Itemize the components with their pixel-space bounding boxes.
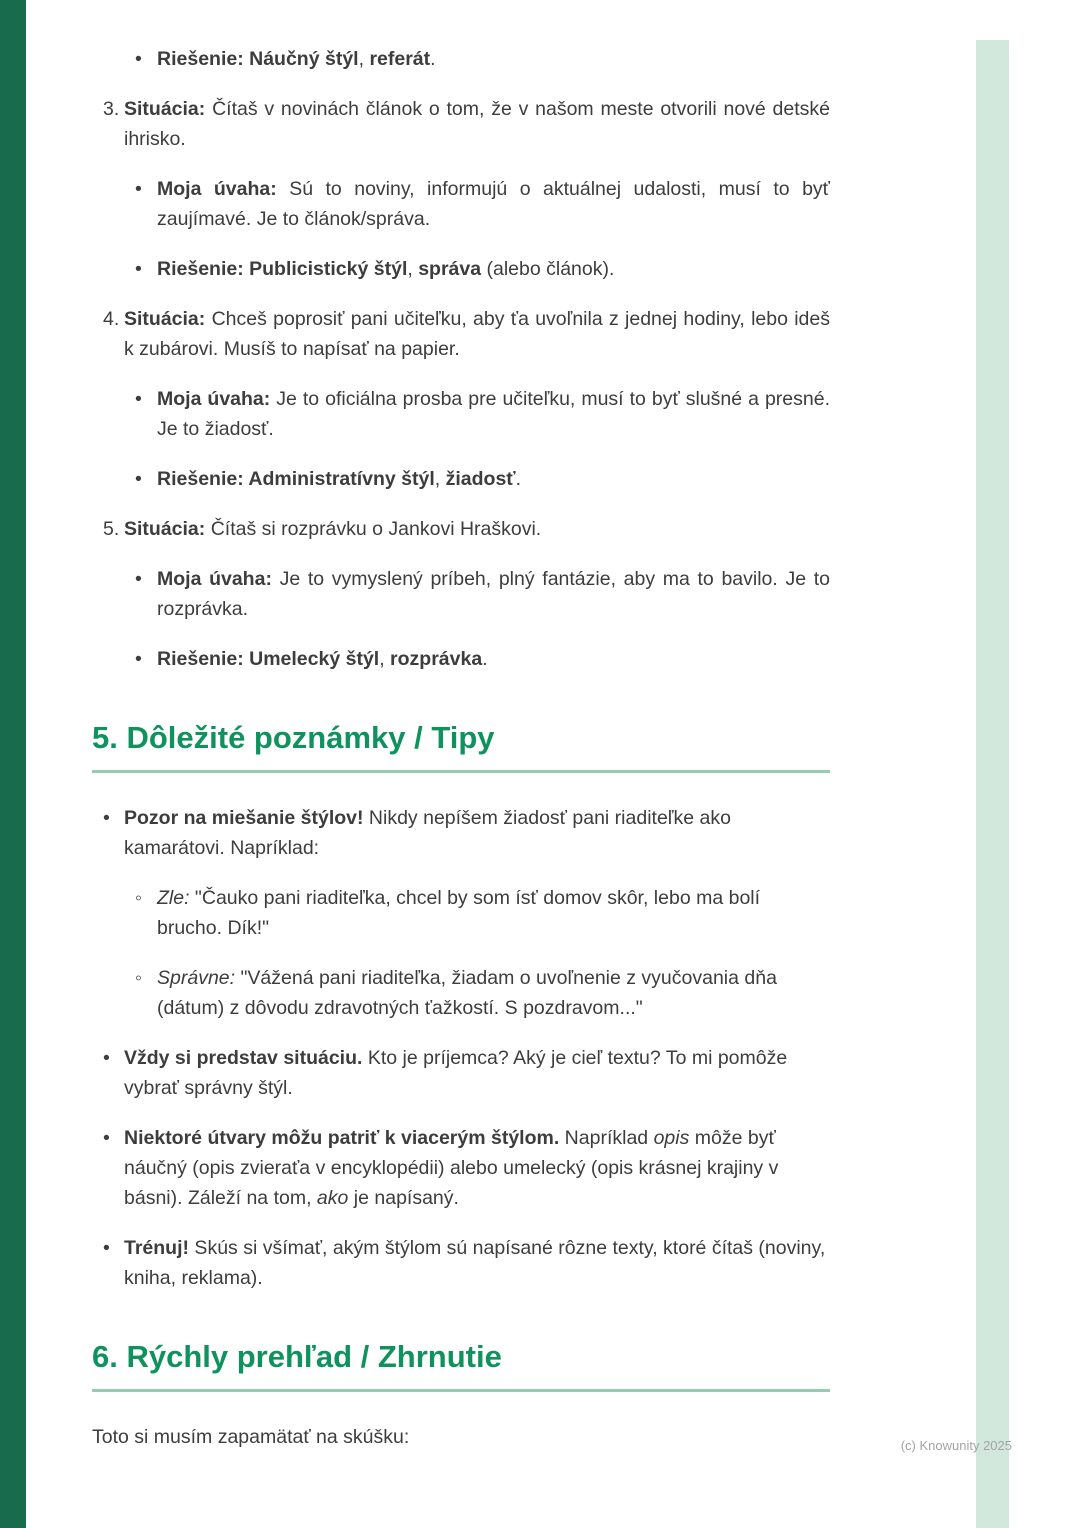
list-item-text <box>124 304 830 364</box>
text-segment: referát <box>369 48 431 70</box>
list-item <box>92 1123 830 1213</box>
bullet-marker: • <box>135 258 142 280</box>
text-segment: Nikdy nepíšem žiadosť pani riaditeľke ako kamarátovi. Napríklad: <box>124 807 731 859</box>
list-item <box>92 963 830 1023</box>
list-item-text <box>157 44 830 74</box>
numbered-item <box>92 514 830 544</box>
circle-bullet-marker: ◦ <box>135 887 142 909</box>
section-heading: 5. Dôležité poznámky / Tipy <box>92 720 495 755</box>
right-accent-strip <box>976 40 1009 1528</box>
list-item-text <box>157 883 830 943</box>
text-segment: Situácia: <box>124 308 206 330</box>
list-item-text <box>157 963 830 1023</box>
document-content <box>92 0 830 1452</box>
list-item-text <box>157 564 830 624</box>
number-marker: 5. <box>103 518 120 540</box>
list-item-text <box>157 174 830 234</box>
text-segment: Trénuj! <box>124 1237 190 1259</box>
text-segment: Pozor na miešanie štýlov! <box>124 807 364 829</box>
text-segment: Je to oficiálna prosba pre učiteľku, musí to byť slušné a presné. Je to žiadosť. <box>157 388 830 440</box>
circle-bullet-marker: ◦ <box>135 967 142 989</box>
text-segment: Moja úvaha: <box>157 388 271 410</box>
list-item-text <box>124 803 830 863</box>
numbered-item <box>92 94 830 154</box>
text-segment: Riešenie: Umelecký štýl <box>157 648 380 670</box>
bullet-marker: • <box>135 48 142 70</box>
text-segment: žiadosť <box>445 468 516 490</box>
list-item <box>92 464 830 494</box>
text-segment: Toto si musím zapamätať na skúšku: <box>92 1426 410 1448</box>
text-segment: Sú to noviny, informujú o aktuálnej udalosti, musí to byť zaujímavé. Je to článok/správa. <box>157 178 830 230</box>
copyright-notice: (c) Knowunity 2025 <box>900 1438 1012 1453</box>
bullet-marker: • <box>135 388 142 410</box>
text-segment: "Čauko pani riaditeľka, chcel by som ísť domov skôr, lebo ma bolí brucho. Dík!" <box>157 887 761 939</box>
bullet-marker: • <box>135 648 142 670</box>
text-segment: ako <box>316 1187 349 1209</box>
text-segment: Kto je príjemca? Aký je cieľ textu? To mi pomôže vybrať správny štýl. <box>124 1047 788 1099</box>
bullet-marker: • <box>103 807 110 829</box>
paragraph <box>92 1422 830 1452</box>
text-segment: Niektoré útvary môžu patriť k viacerým štýlom. <box>124 1127 560 1149</box>
text-segment: správa <box>418 258 482 280</box>
list-item <box>92 384 830 444</box>
text-segment: opis <box>653 1127 690 1149</box>
list-item-text <box>157 254 830 284</box>
number-marker: 4. <box>103 308 120 330</box>
text-segment: "Vážená pani riaditeľka, žiadam o uvoľnenie z vyučovania dňa (dátum) z dôvodu zdravotných ťažkostí. S pozdravom..." <box>157 967 777 1019</box>
list-item <box>92 564 830 624</box>
list-item-text <box>157 384 830 444</box>
bullet-marker: • <box>103 1047 110 1069</box>
text-segment: je napísaný. <box>348 1187 459 1209</box>
bullet-marker: • <box>103 1237 110 1259</box>
bullet-marker: • <box>135 178 142 200</box>
text-segment: Riešenie: Náučný štýl <box>157 48 359 70</box>
list-item <box>92 644 830 674</box>
heading-underline <box>92 770 830 773</box>
list-item <box>92 174 830 234</box>
list-item-text <box>124 514 830 544</box>
section-heading: 6. Rýchly prehľad / Zhrnutie <box>92 1339 502 1374</box>
text-segment: Zle: <box>157 887 190 909</box>
list-item <box>92 254 830 284</box>
text-segment: Situácia: <box>124 518 206 540</box>
bullet-marker: • <box>135 468 142 490</box>
text-segment: (alebo článok). <box>481 258 615 280</box>
bullet-marker: • <box>103 1127 110 1149</box>
list-item-text <box>124 94 830 154</box>
left-accent-bar <box>0 0 26 1528</box>
list-item-text <box>157 464 830 494</box>
text-segment: Čítaš si rozprávku o Jankovi Hraškovi. <box>205 518 542 540</box>
text-segment: Napríklad <box>559 1127 654 1149</box>
text-segment: Moja úvaha: <box>157 178 277 200</box>
text-segment: Je to vymyslený príbeh, plný fantázie, aby ma to bavilo. Je to rozprávka. <box>157 568 830 620</box>
list-item <box>92 44 830 74</box>
text-segment: Riešenie: Administratívny štýl <box>157 468 435 490</box>
text-segment: rozprávka <box>390 648 483 670</box>
number-marker: 3. <box>103 98 120 120</box>
text-segment: . <box>430 48 436 70</box>
text-segment: , <box>358 48 370 70</box>
list-item <box>92 883 830 943</box>
text-segment: , <box>434 468 446 490</box>
text-segment: . <box>482 648 488 670</box>
numbered-item <box>92 304 830 364</box>
text-segment: Situácia: <box>124 98 206 120</box>
text-segment: Vždy si predstav situáciu. <box>124 1047 363 1069</box>
text-segment: Správne: <box>157 967 236 989</box>
text-segment: Skús si všímať, akým štýlom sú napísané rôzne texty, ktoré čítaš (noviny, kniha, reklama). <box>124 1237 826 1289</box>
list-item <box>92 1043 830 1103</box>
text-segment: Moja úvaha: <box>157 568 272 590</box>
list-item-text <box>157 644 830 674</box>
heading-underline <box>92 1389 830 1392</box>
text-segment: , <box>407 258 419 280</box>
list-item-text <box>124 1043 830 1103</box>
text-segment: môže byť náučný (opis zvieraťa v encyklopédii) alebo umelecký (opis krásnej krajiny v básni). Záleží na tom, <box>124 1127 779 1209</box>
list-item-text <box>124 1233 830 1293</box>
bullet-marker: • <box>135 568 142 590</box>
list-item <box>92 1233 830 1293</box>
text-segment: Čítaš v novinách článok o tom, že v našom meste otvorili nové detské ihrisko. <box>124 98 830 150</box>
list-item-text <box>124 1123 830 1213</box>
list-item <box>92 803 830 863</box>
text-segment: , <box>379 648 391 670</box>
text-segment: . <box>515 468 522 490</box>
text-segment: Riešenie: Publicistický štýl <box>157 258 408 280</box>
text-segment: Chceš poprosiť pani učiteľku, aby ťa uvoľnila z jednej hodiny, lebo ideš k zubárovi. Musíš to napísať na papier. <box>124 308 830 360</box>
